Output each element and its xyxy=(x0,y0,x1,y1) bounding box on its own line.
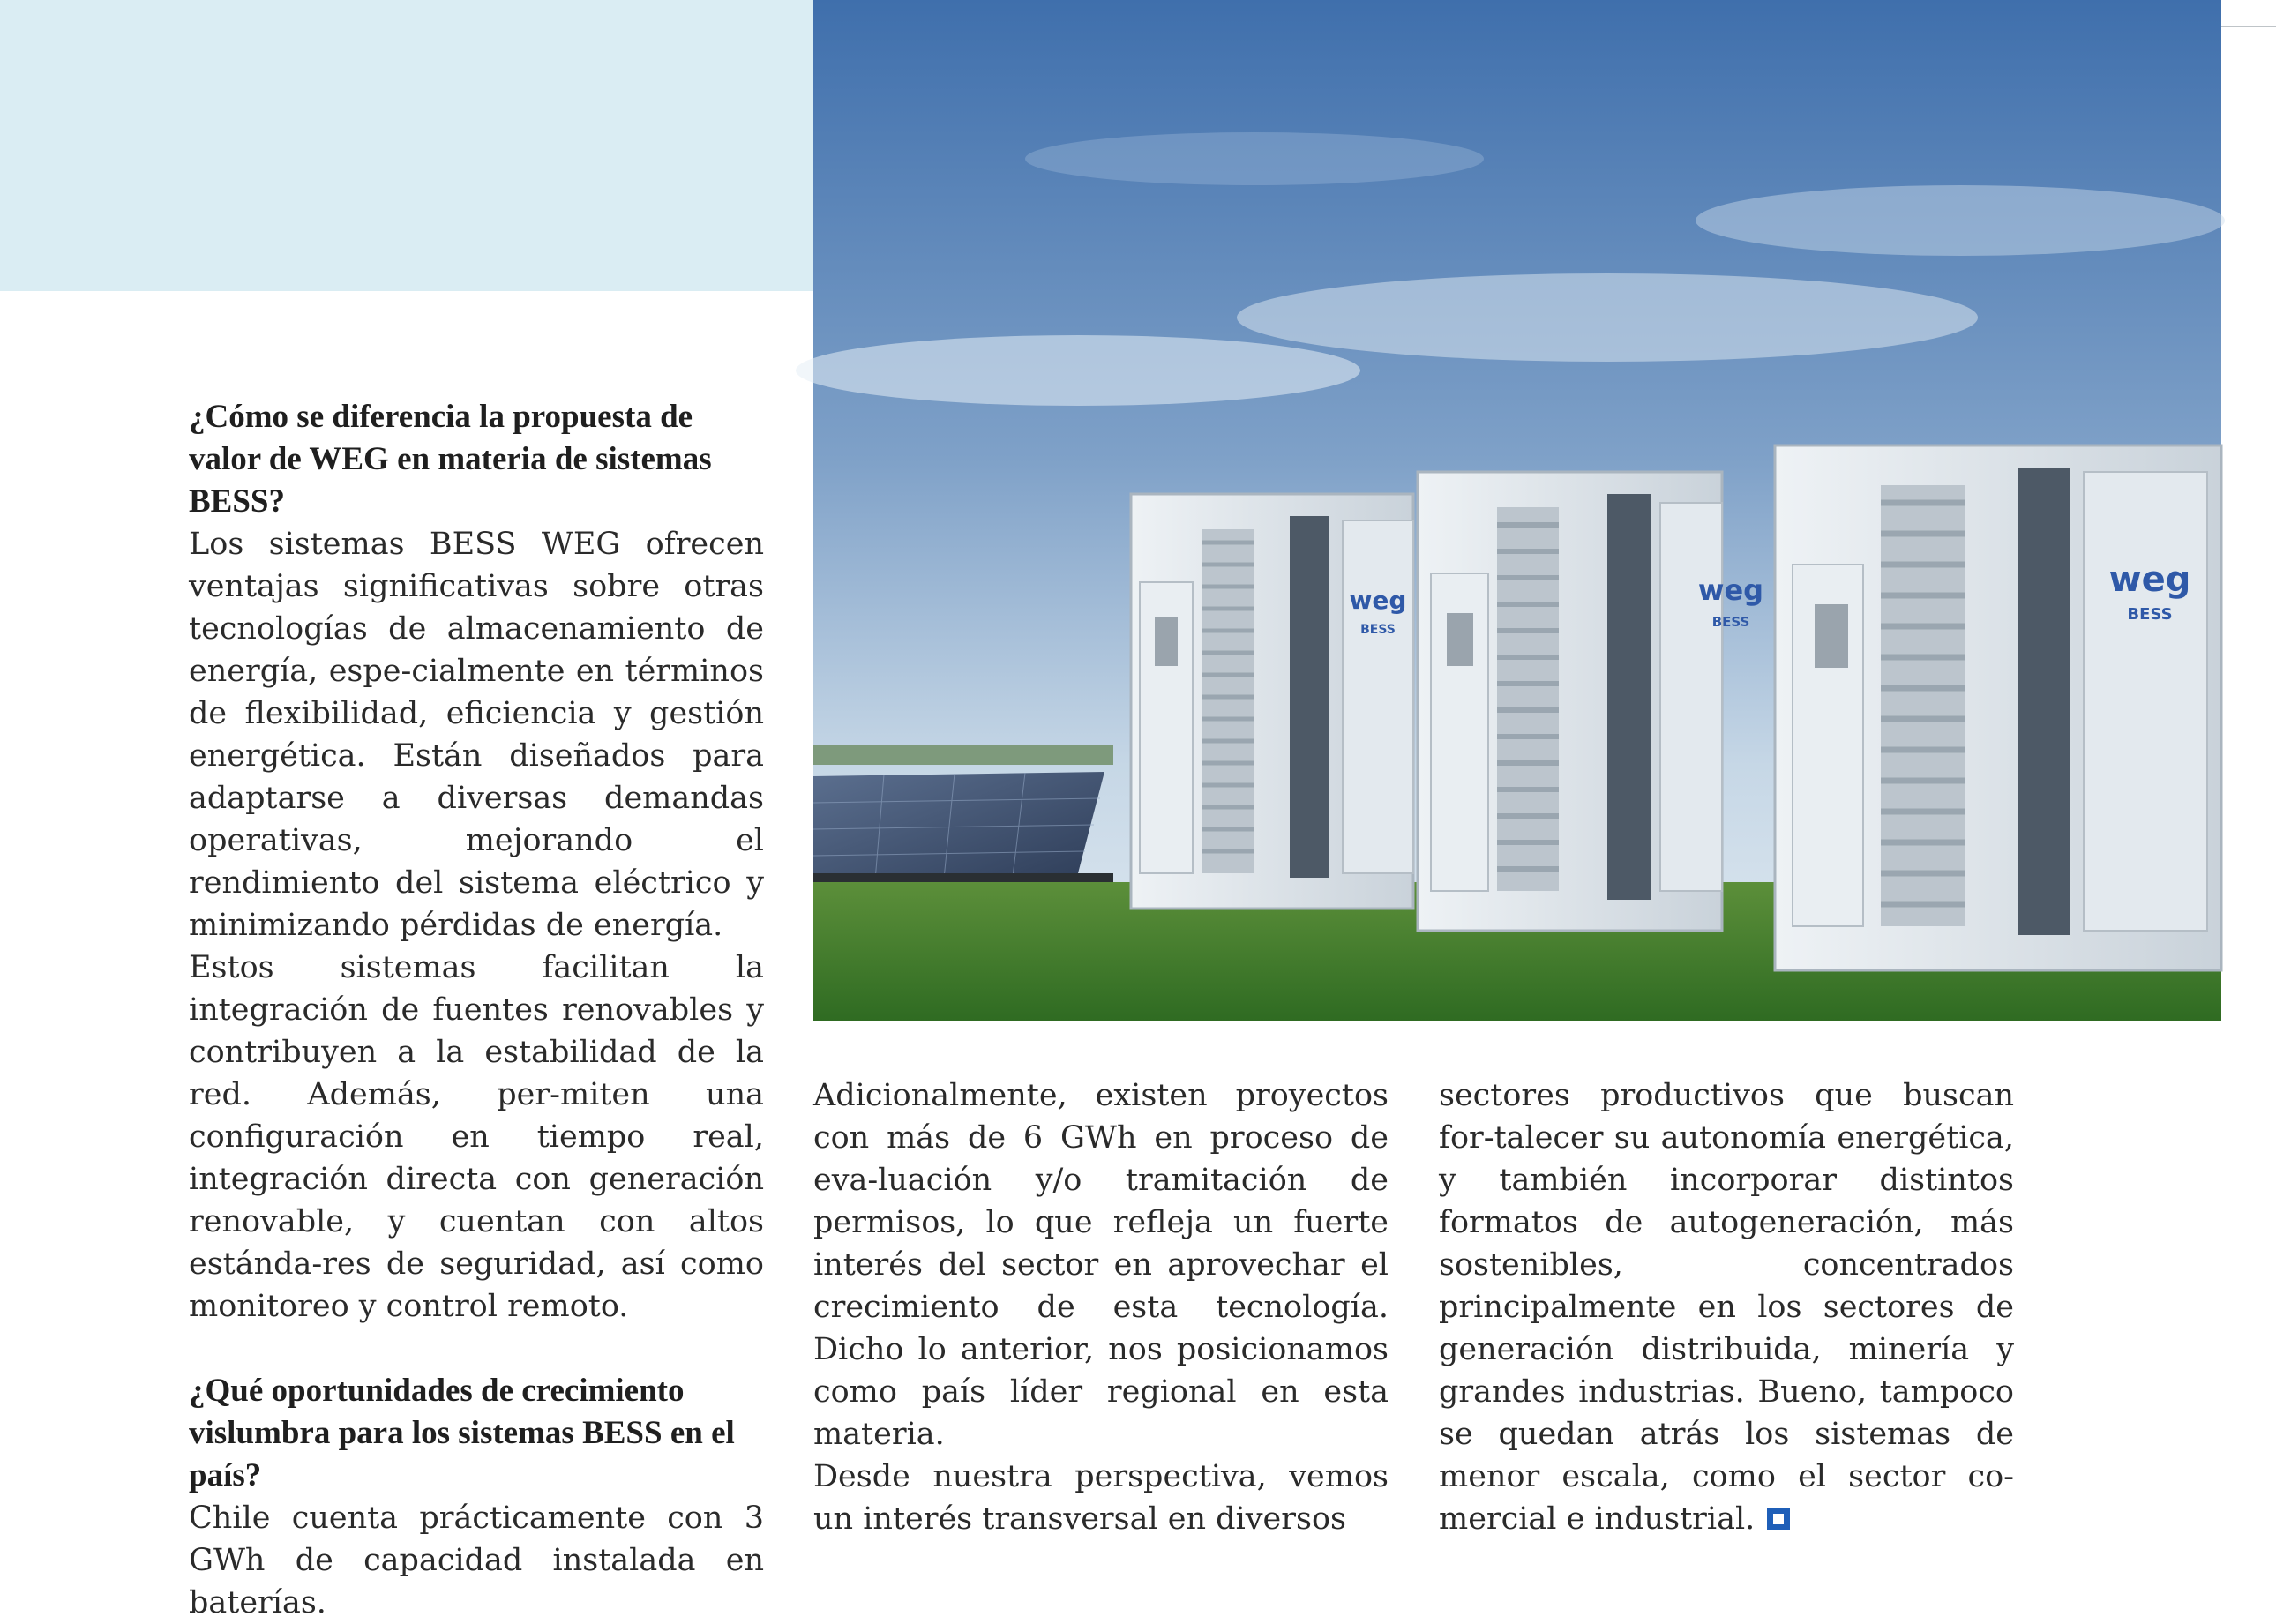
question-heading-1: ¿Cómo se diferencia la propuesta de valor de WEG en materia de sistemas BESS? xyxy=(189,399,712,520)
paragraph-gap xyxy=(189,1328,764,1370)
photo-illustration xyxy=(813,0,2221,1021)
svg-text:BESS: BESS xyxy=(1711,614,1750,630)
answer-paragraph-2: Estos sistemas facilitan la integración de fuentes renovables y contribuyen a la estabilidad de la red. Además, per-miten una configuración en tiempo real, integración directa con generación renovable, y cuentan con altos estánda-res de seguridad, así como monitoreo y control remoto. xyxy=(189,950,764,1324)
svg-text:BESS: BESS xyxy=(1360,623,1396,637)
article-column-left xyxy=(189,396,764,1624)
svg-text:weg: weg xyxy=(1697,573,1764,607)
corner-rule xyxy=(2221,26,2276,27)
svg-text:weg: weg xyxy=(2108,559,2191,600)
article-column-middle xyxy=(813,1074,1389,1540)
svg-text:BESS: BESS xyxy=(2127,605,2173,624)
end-of-article-mark xyxy=(1767,1508,1790,1530)
bess-containers-photo xyxy=(813,0,2221,1021)
answer-paragraph-3: Chile cuenta prácticamente con 3 GWh de capacidad instalada en baterías. xyxy=(189,1501,764,1620)
middle-paragraph-2: Desde nuestra perspectiva, vemos un interés transversal en diversos xyxy=(813,1459,1389,1537)
header-color-band xyxy=(0,0,813,291)
article-column-right xyxy=(1439,1074,2014,1540)
middle-paragraph-1: Adicionalmente, existen proyectos con más de 6 GWh en proceso de eva-luación y/o tramitación de permisos, lo que refleja un fuerte interés del sector en aprovechar el crecimiento de esta tecnología. Dicho lo anterior, nos posicionamos como país líder regional en esta materia. xyxy=(813,1078,1389,1452)
answer-paragraph-1: Los sistemas BESS WEG ofrecen ventajas significativas sobre otras tecnologías de almacenamiento de energía, espe-cialmente en términos de flexibilidad, eficiencia y gestión energética. Están diseñados para adaptarse a diversas demandas operativas, mejorando el rendimiento del sistema eléctrico y minimizando pérdidas de energía. xyxy=(189,527,764,943)
question-heading-2: ¿Qué oportunidades de crecimiento vislumbra para los sistemas BESS en el país? xyxy=(189,1373,735,1493)
right-paragraph-1 xyxy=(1439,1074,2014,1540)
svg-text:weg: weg xyxy=(1349,586,1407,615)
right-paragraph-text: sectores productivos que buscan for-talecer su autonomía energética, y también incorporar distintos formatos de autogeneración, más sostenibles, concentrados principalmente en los sectores de generación distribuida, minería y grandes industrias. Bueno, tampoco se quedan atrás los sistemas de menor escala, como el sector co-mercial e industrial. xyxy=(1439,1078,2014,1537)
